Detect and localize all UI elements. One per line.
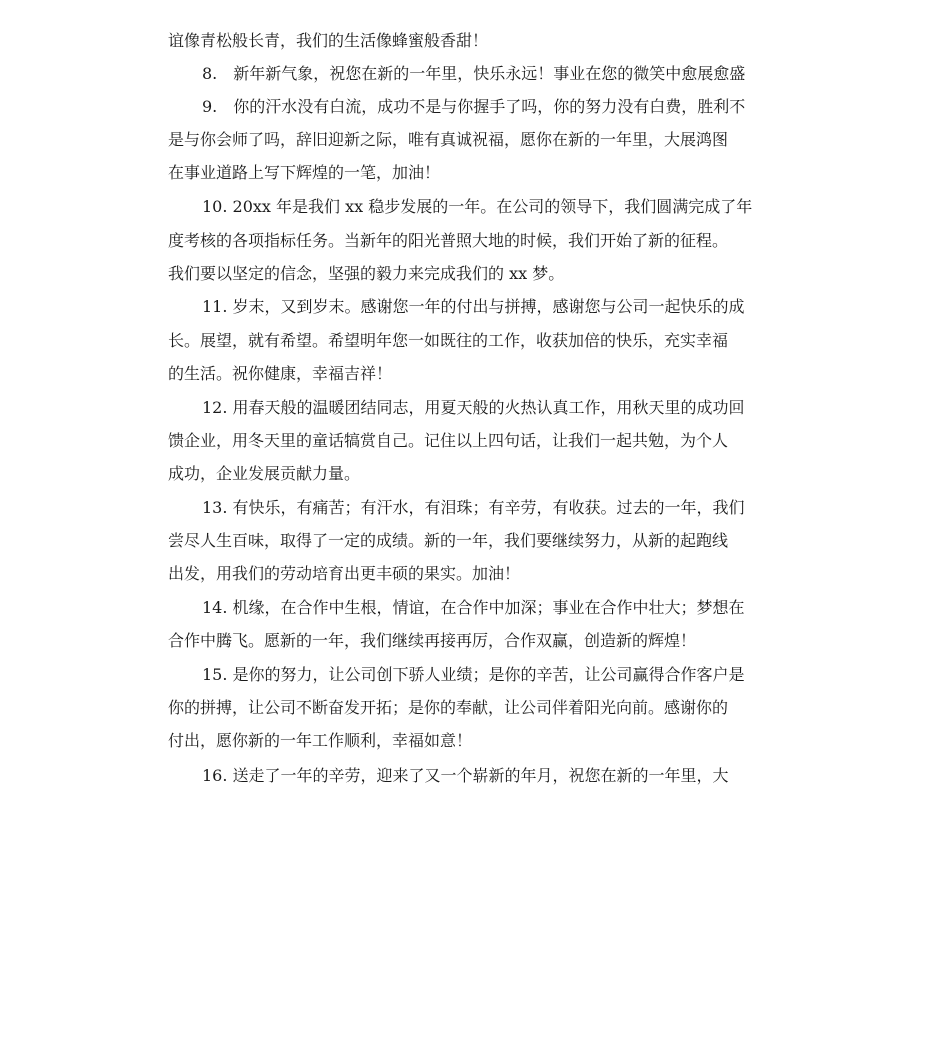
text-line: 成功，企业发展贡献力量。 [168, 464, 361, 483]
text-line: 10. 20xx 年是我们 xx 稳步发展的一年。在公司的领导下，我们圆满完成了年 [202, 197, 753, 216]
text-line: 馈企业，用冬天里的童话犒赏自己。记住以上四句话，让我们一起共勉，为个人 [168, 431, 729, 450]
text-line: 合作中腾飞。愿新的一年，我们继续再接再厉，合作双赢，创造新的辉煌！ [168, 631, 697, 650]
text-line: 我们要以坚定的信念，坚强的毅力来完成我们的 xx 梦。 [168, 264, 565, 283]
text-line: 谊像青松般长青，我们的生活像蜂蜜般香甜！ [168, 31, 489, 50]
text-line: 尝尽人生百味，取得了一定的成绩。新的一年，我们要继续努力，从新的起跑线 [168, 531, 729, 550]
text-line: 长。展望，就有希望。希望明年您一如既往的工作，收获加倍的快乐，充实幸福 [168, 331, 729, 350]
text-line: 度考核的各项指标任务。当新年的阳光普照大地的时候，我们开始了新的征程。 [168, 231, 729, 250]
text-line: 11. 岁末，又到岁末。感谢您一年的付出与拼搏，感谢您与公司一起快乐的成 [202, 297, 745, 316]
text-line: 是与你会师了吗，辞旧迎新之际，唯有真诚祝福，愿你在新的一年里，大展鸿图 [168, 130, 729, 149]
text-line: 在事业道路上写下辉煌的一笔，加油！ [168, 163, 441, 182]
text-line: 12. 用春天般的温暖团结同志，用夏天般的火热认真工作，用秋天里的成功回 [202, 398, 745, 417]
text-line: 13. 有快乐，有痛苦；有汗水，有泪珠；有辛劳，有收获。过去的一年，我们 [202, 498, 745, 517]
text-line: 你的拼搏，让公司不断奋发开拓；是你的奉献，让公司伴着阳光向前。感谢你的 [168, 698, 729, 717]
text-line: 16. 送走了一年的辛劳，迎来了又一个崭新的年月，祝您在新的一年里，大 [202, 766, 729, 785]
text-line: 出发，用我们的劳动培育出更丰硕的果实。加油！ [168, 564, 521, 583]
text-line: 8. 新年新气象，祝您在新的一年里，快乐永远！事业在您的微笑中愈展愈盛 [202, 64, 746, 83]
text-line: 14. 机缘，在合作中生根，情谊，在合作中加深；事业在合作中壮大；梦想在 [202, 598, 745, 617]
text-line: 9. 你的汗水没有白流，成功不是与你握手了吗，你的努力没有白费，胜利不 [202, 97, 746, 116]
text-line: 15. 是你的努力，让公司创下骄人业绩；是你的辛苦，让公司赢得合作客户是 [202, 665, 745, 684]
text-line: 的生活。祝你健康，幸福吉祥！ [168, 364, 393, 383]
text-line: 付出，愿你新的一年工作顺利，幸福如意！ [168, 731, 473, 750]
